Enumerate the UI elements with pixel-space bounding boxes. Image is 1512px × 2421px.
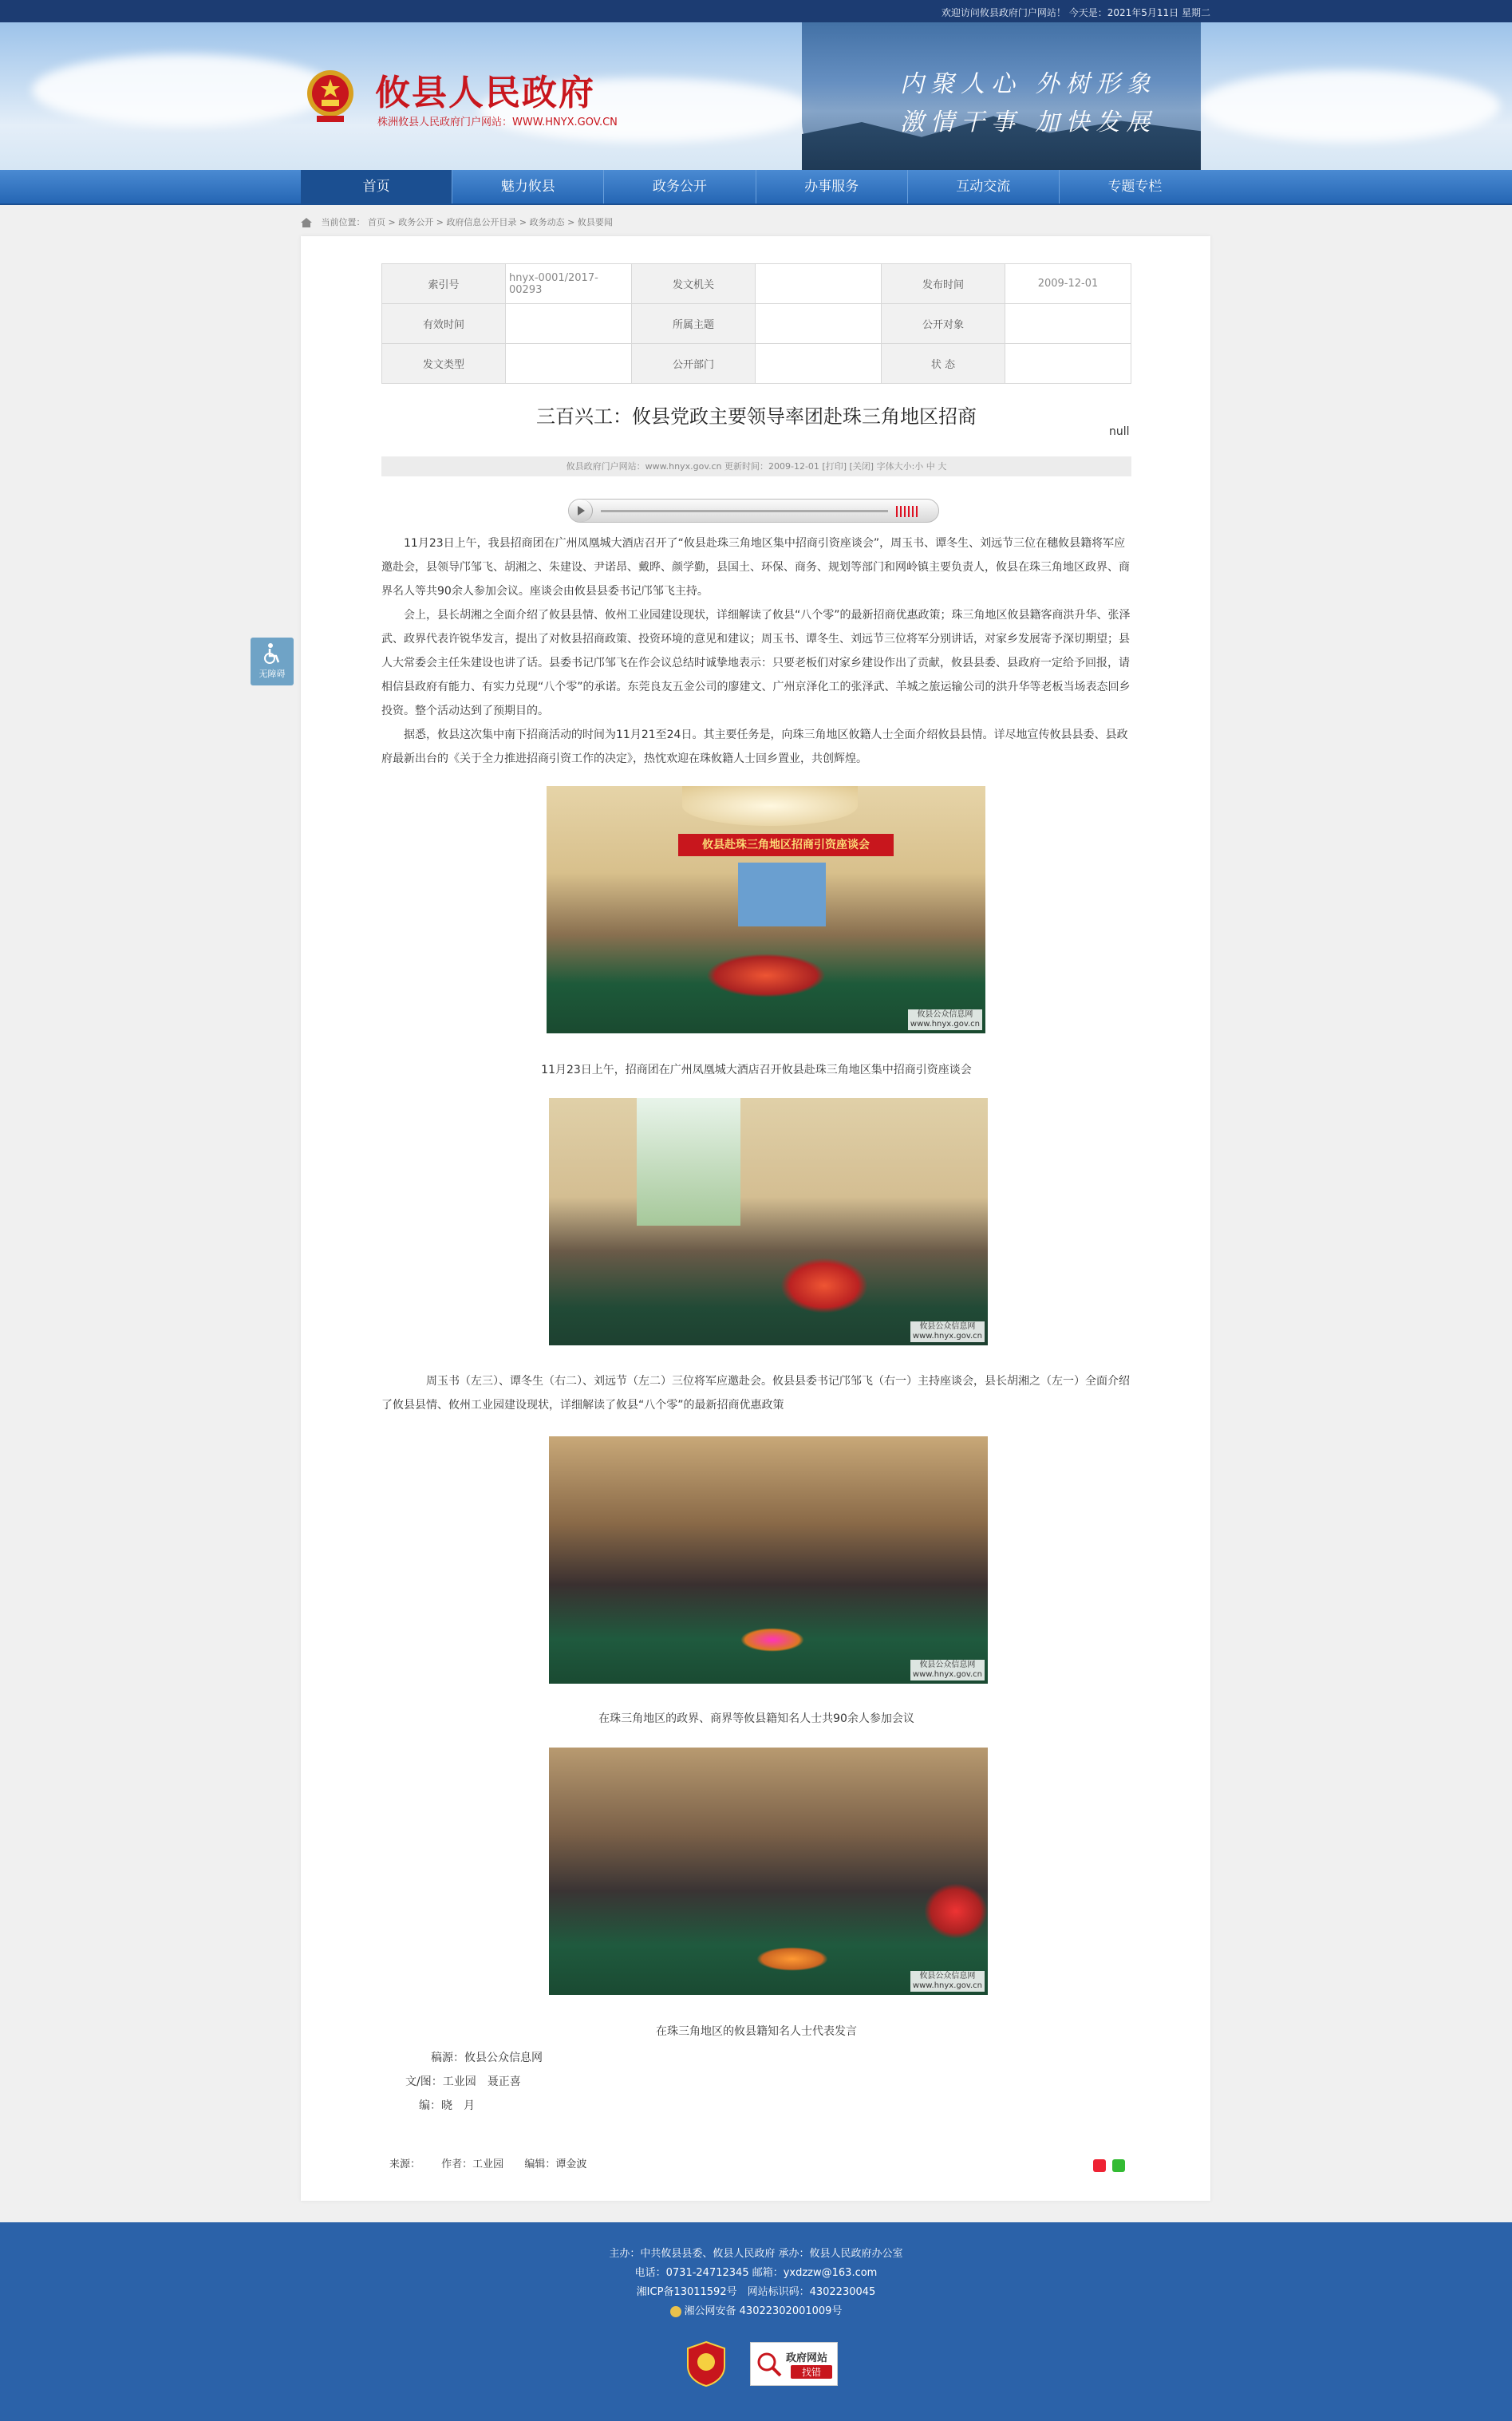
play-button[interactable] — [569, 500, 593, 522]
meta-value: hnyx-0001/2017-00293 — [506, 264, 632, 304]
wheelchair-icon — [262, 642, 282, 665]
nav-topics[interactable]: 专题专栏 — [1107, 179, 1163, 195]
meta-label: 公开部门 — [632, 344, 756, 384]
badge-top-text: 政府网站 — [786, 2352, 828, 2364]
footer-police-text: 湘公网安备 43022302001009号 — [684, 2305, 843, 2317]
breadcrumb-county-news[interactable]: 攸县要闻 — [577, 217, 613, 227]
watermark-title: 攸县公众信息网 — [917, 1010, 973, 1019]
meeting-banner: 攸县赴珠三角地区招商引资座谈会 — [678, 834, 894, 856]
meta-value — [506, 344, 632, 384]
progress-track[interactable] — [601, 510, 888, 512]
meta-value — [756, 344, 882, 384]
cloud-decoration — [32, 54, 335, 126]
party-gov-badge-icon[interactable] — [686, 2340, 726, 2387]
article-title: 三百兴工：攸县党政主要领导率团赴珠三角地区招商 — [536, 405, 977, 428]
photo-caption-2: 周玉书（左三）、谭冬生（右二）、刘远节（左二）三位将军应邀赴会。攸县县委书记邝邹飞（右一）主持座谈会，县长胡湘之（左一）全面介绍了攸县县情、攸州工业园建设现状，详细解读了攸县“八个零”的最新招商优惠政策 — [381, 1375, 1130, 1412]
metadata-table — [381, 263, 1131, 384]
meta-value — [1005, 304, 1131, 344]
window — [637, 1098, 740, 1226]
nav-gov-affairs[interactable]: 政务公开 — [604, 170, 756, 203]
breadcrumb-news[interactable]: 政务动态 — [529, 217, 565, 227]
watermark-url: www.hnyx.gov.cn — [912, 1981, 982, 1990]
meta-label: 所属主题 — [632, 304, 756, 344]
play-icon — [569, 500, 593, 522]
gov-site-error-report-button[interactable] — [750, 2342, 838, 2386]
fruit-plate — [740, 1628, 804, 1652]
magnifier-icon — [756, 2351, 783, 2378]
site-subtitle: 株洲攸县人民政府门户网站：WWW.HNYX.GOV.CN — [377, 117, 618, 128]
accessibility-button[interactable] — [251, 638, 294, 685]
police-badge-icon — [670, 2306, 681, 2317]
article-photo-3 — [549, 1436, 988, 1684]
watermark-title: 攸县公众信息网 — [919, 1661, 976, 1669]
source-line — [389, 2155, 604, 2170]
greeting-text: 欢迎访问攸县政府门户网站！ 今天是：2021年5月11日 星期二 — [941, 7, 1210, 18]
nav-services[interactable]: 办事服务 — [756, 170, 908, 203]
photo-watermark — [910, 1971, 985, 1992]
flower-arrangement — [924, 1883, 988, 1939]
top-bar — [0, 0, 1512, 22]
photo-watermark — [910, 1660, 985, 1680]
chandelier — [682, 786, 858, 826]
meta-label: 索引号 — [382, 264, 506, 304]
article-photo-2 — [549, 1098, 988, 1345]
footer-sponsor: 主办：中共攸县县委、攸县人民政府 承办：攸县人民政府办公室 — [609, 2248, 903, 2260]
article-paragraph-3: 据悉，攸县这次集中南下招商活动的时间为11月21至24日。其主要任务是，向珠三角地区攸籍人士全面介绍攸县县情。详尽地宣传攸县县委、县政府最新出台的《关于全力推进招商引资工作的决定》，热忱欢迎在珠攸籍人士回乡置业，共创辉煌。 — [381, 729, 1128, 765]
meta-value — [756, 304, 882, 344]
volume-icon[interactable] — [896, 506, 920, 517]
footer-icp: 湘ICP备13011592号 网站标识码：4302230045 — [636, 2286, 876, 2298]
meta-label: 发文机关 — [632, 264, 756, 304]
watermark-url: www.hnyx.gov.cn — [910, 1020, 980, 1029]
audio-player[interactable] — [568, 499, 939, 523]
article-paragraph-2: 会上，县长胡湘之全面介绍了攸县县情、攸州工业园建设现状，详细解读了攸县“八个零”的最新招商优惠政策；珠三角地区攸县籍客商洪升华、张泽武、政界代表许锐华发言，提出了对攸县招商政策、投资环境的意见和建议；周玉书、谭冬生、刘远节三位将军分别讲话，对家乡发展寄予深切期望；县人大常委会主任朱建设也讲了话。县委书记邝邹飞在作会议总结时诚挚地表示：只要老板们对家乡建设作出了贡献，攸县县委、县政府一定给予回报，请相信县政府有能力、有实力兑现“八个零”的承诺。东莞良友五金公司的廖建文、广州京泽化工的张泽武、羊城之旅运输公司的洪升华等老板当场表态回乡投资。整个活动达到了预期目的。 — [381, 609, 1131, 717]
meta-label: 公开对象 — [882, 304, 1005, 344]
watermark-url: www.hnyx.gov.cn — [912, 1332, 982, 1341]
article-paragraph-1: 11月23日上午，我县招商团在广州凤凰城大酒店召开了“攸县赴珠三角地区集中招商引资座谈会”，周玉书、谭冬生、刘远节三位在穗攸县籍将军应邀赴会，县领导邝邹飞、胡湘之、朱建设、尹诺昂、戴晔、颜学勤，县国土、环保、商务、规划等部门和网岭镇主要负责人，攸县在珠三角地区政界、商界名人等共90余人参加会议。座谈会由攸县县委书记邝邹飞主持。 — [381, 537, 1130, 598]
watermark-title: 攸县公众信息网 — [919, 1322, 976, 1331]
badge-bottom-text: 找错 — [791, 2365, 832, 2379]
photo-watermark — [910, 1321, 985, 1342]
nav-interaction[interactable]: 互动交流 — [908, 170, 1060, 203]
footer-contact: 电话：0731-24712345 邮箱：yxdzzw@163.com — [634, 2267, 878, 2279]
credit-editor: 编：晓 月 — [419, 2099, 475, 2112]
article-photo-1 — [547, 786, 985, 1033]
meta-value — [1005, 344, 1131, 384]
breadcrumb-catalog[interactable]: 政府信息公开目录 — [446, 217, 517, 227]
site-title[interactable]: 攸县人民政府 — [375, 73, 595, 113]
article-info-bar: 攸县政府门户网站：www.hnyx.gov.cn 更新时间：2009-12-01 [打印] [关闭] 字体大小:小 中 大 — [381, 456, 1131, 476]
meta-label: 状 态 — [882, 344, 1005, 384]
fruit-plate — [756, 1947, 828, 1971]
meta-value — [506, 304, 632, 344]
credit-source: 稿源：攸县公众信息网 — [431, 2052, 543, 2064]
nav-charm[interactable]: 魅力攸县 — [452, 170, 604, 203]
accessibility-label: 无障碍 — [259, 669, 286, 679]
article-photo-4 — [549, 1748, 988, 1995]
meta-label: 有效时间 — [382, 304, 506, 344]
breadcrumb-home[interactable]: 首页 — [368, 217, 385, 227]
null-text: null — [1109, 425, 1130, 438]
cloud-decoration — [1197, 70, 1500, 142]
meta-value: 2009-12-01 — [1005, 264, 1131, 304]
slogan-line-2: 激情干事 加快发展 — [900, 109, 1157, 136]
photo-watermark — [908, 1009, 982, 1030]
photo-caption-3: 在珠三角地区的政界、商界等攸县籍知名人士共90余人参加会议 — [598, 1712, 914, 1725]
slogan-line-1: 内聚人心 外树形象 — [900, 70, 1157, 98]
breadcrumb-label: 当前位置： — [321, 217, 365, 227]
footer-police-record — [0, 2302, 1512, 2321]
meta-value — [756, 264, 882, 304]
nav-home[interactable]: 首页 — [301, 170, 452, 203]
home-icon — [301, 218, 312, 227]
watermark-url: www.hnyx.gov.cn — [912, 1670, 982, 1679]
flower-arrangement — [706, 954, 826, 997]
share-wechat-icon[interactable] — [1112, 2159, 1125, 2172]
editor-label: 编辑：谭金波 — [524, 2158, 587, 2170]
flower-arrangement — [780, 1258, 868, 1313]
credit-author: 文/图：工业园 聂正喜 — [405, 2075, 521, 2088]
share-weibo-icon[interactable] — [1093, 2159, 1106, 2172]
projection-screen — [738, 863, 826, 926]
photo-caption-1: 11月23日上午，招商团在广州凤凰城大酒店召开攸县赴珠三角地区集中招商引资座谈会 — [541, 1064, 972, 1076]
footer — [0, 2222, 1512, 2421]
author-label: 作者：工业园 — [441, 2158, 504, 2170]
main-nav — [0, 170, 1512, 205]
breadcrumb-gov-affairs[interactable]: 政务公开 — [398, 217, 434, 227]
meta-label: 发布时间 — [882, 264, 1005, 304]
header-banner — [0, 22, 1512, 170]
source-label: 来源： — [389, 2158, 421, 2170]
photo-caption-4: 在珠三角地区的攸县籍知名人士代表发言 — [656, 2025, 857, 2038]
breadcrumb: 当前位置： 首页 > 政务公开 > 政府信息公开目录 > 政务动态 > 攸县要闻 — [301, 215, 613, 231]
national-emblem-icon — [306, 68, 355, 125]
watermark-title: 攸县公众信息网 — [919, 1972, 976, 1981]
meta-label: 发文类型 — [382, 344, 506, 384]
